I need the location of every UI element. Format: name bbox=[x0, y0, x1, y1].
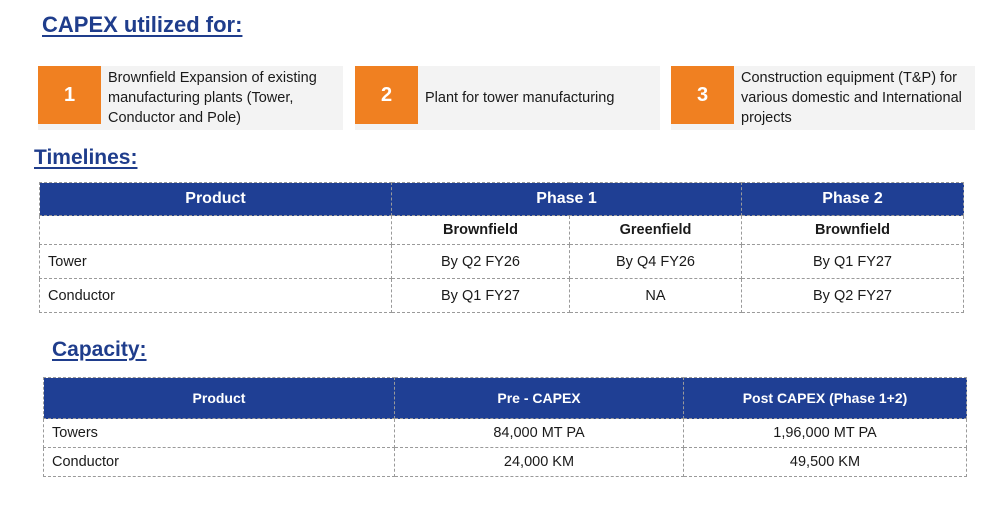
capex-item-number: 2 bbox=[355, 66, 418, 124]
capex-item-text: Brownfield Expansion of existing manufacturing plants (Tower, Conductor and Pole) bbox=[108, 70, 317, 126]
table-row bbox=[40, 279, 964, 313]
subheader-empty bbox=[40, 216, 392, 245]
subheader-p2-brownfield: Brownfield bbox=[742, 216, 964, 245]
row-p1-greenfield: NA bbox=[570, 279, 742, 313]
row-product: Conductor bbox=[44, 448, 395, 477]
row-p1-brownfield: By Q1 FY27 bbox=[392, 279, 570, 313]
subheader-p1-greenfield: Greenfield bbox=[570, 216, 742, 245]
row-product: Conductor bbox=[40, 279, 392, 313]
row-product: Towers bbox=[44, 419, 395, 448]
row-p2-brownfield: By Q2 FY27 bbox=[742, 279, 964, 313]
header-phase-2: Phase 2 bbox=[742, 183, 964, 216]
row-post-capex: 1,96,000 MT PA bbox=[684, 419, 967, 448]
table-row bbox=[44, 448, 967, 477]
row-p1-greenfield: By Q4 FY26 bbox=[570, 245, 742, 279]
table-row bbox=[44, 419, 967, 448]
capex-item-number: 3 bbox=[671, 66, 734, 124]
capex-item-2 bbox=[355, 66, 660, 130]
capacity-heading: Capacity: bbox=[52, 338, 147, 361]
row-pre-capex: 84,000 MT PA bbox=[395, 419, 684, 448]
header-phase-1: Phase 1 bbox=[392, 183, 742, 216]
capex-item-3 bbox=[671, 66, 975, 130]
table-row bbox=[40, 245, 964, 279]
timelines-header-row bbox=[40, 183, 964, 216]
capacity-table bbox=[43, 377, 967, 477]
header-post-capex: Post CAPEX (Phase 1+2) bbox=[684, 378, 967, 419]
subheader-p1-brownfield: Brownfield bbox=[392, 216, 570, 245]
row-post-capex: 49,500 KM bbox=[684, 448, 967, 477]
capex-heading: CAPEX utilized for: bbox=[42, 12, 243, 37]
capex-item-1 bbox=[38, 66, 343, 130]
capex-item-text: Construction equipment (T&P) for various domestic and International projects bbox=[741, 70, 962, 126]
header-pre-capex: Pre - CAPEX bbox=[395, 378, 684, 419]
timelines-table bbox=[39, 182, 964, 313]
row-p1-brownfield: By Q2 FY26 bbox=[392, 245, 570, 279]
header-product: Product bbox=[40, 183, 392, 216]
capex-item-number: 1 bbox=[38, 66, 101, 124]
capex-item-text: Plant for tower manufacturing bbox=[425, 90, 615, 106]
row-product: Tower bbox=[40, 245, 392, 279]
header-product: Product bbox=[44, 378, 395, 419]
row-pre-capex: 24,000 KM bbox=[395, 448, 684, 477]
capacity-header-row bbox=[44, 378, 967, 419]
timelines-subheader-row bbox=[40, 216, 964, 245]
row-p2-brownfield: By Q1 FY27 bbox=[742, 245, 964, 279]
timelines-heading: Timelines: bbox=[34, 146, 138, 169]
